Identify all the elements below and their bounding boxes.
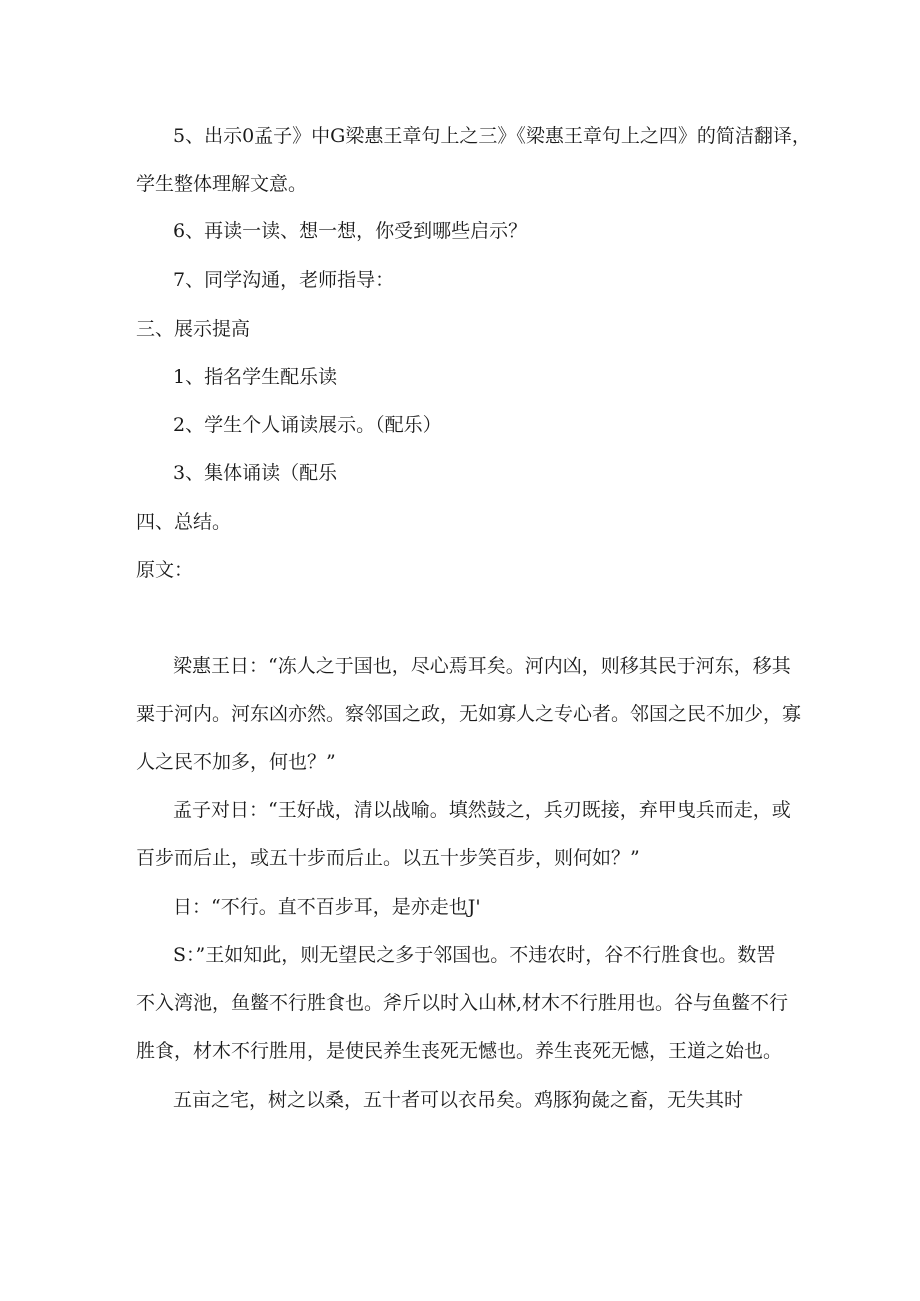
- paragraph-line: 孟子对日：“王好战，清以战喻。填然鼓之，兵刃既接，弃甲曳兵而走，或: [173, 799, 791, 821]
- paragraph-line: 日：“不行。直不百步耳，是亦走也J': [173, 896, 481, 918]
- paragraph-line: S：”王如知此，则无望民之多于邻国也。不违农时，谷不行胜食也。数罟: [173, 944, 776, 966]
- section-heading: 四、总结。: [136, 511, 232, 533]
- paragraph-line: 学生整体理解文意。: [136, 173, 308, 195]
- paragraph-line: 3、集体诵读（配乐: [173, 462, 338, 484]
- section-heading: 原文：: [136, 559, 194, 581]
- paragraph-line: 人之民不加多，何也？”: [136, 751, 336, 773]
- paragraph-line: 不入湾池，鱼鳖不行胜食也。斧斤以时入山林,材木不行胜用也。谷与鱼鳖不行: [136, 992, 789, 1014]
- paragraph-line: 6、再读一读、想一想，你受到哪些启示？: [173, 220, 528, 242]
- paragraph-line: 5、出示0孟子》中G梁惠王章句上之三》《梁惠王章句上之四》的简洁翻译，: [173, 125, 811, 147]
- paragraph-line: 粟于河内。河东凶亦然。察邻国之政，无如寡人之专心者。邻国之民不加少，寡: [136, 703, 802, 725]
- paragraph-line: 胜食，材木不行胜用，是使民养生丧死无憾也。养生丧死无憾，王道之始也。: [136, 1040, 783, 1062]
- section-heading: 三、展示提高: [136, 318, 251, 340]
- paragraph-line: 五亩之宅，树之以桑，五十者可以衣吊矣。鸡豚狗彘之畜，无失其时: [173, 1089, 744, 1111]
- paragraph-line: 1、指名学生配乐读: [173, 366, 338, 388]
- paragraph-line: 7、同学沟通，老师指导：: [173, 269, 395, 291]
- paragraph-line: 百步而后止，或五十步而后止。以五十步笑百步，则何如？”: [136, 847, 640, 869]
- paragraph-line: 2、学生个人诵读展示。（配乐）: [173, 414, 442, 436]
- paragraph-line: 梁惠王日：“冻人之于国也，尽心焉耳矣。河内凶，则移其民于河东，移其: [173, 655, 791, 677]
